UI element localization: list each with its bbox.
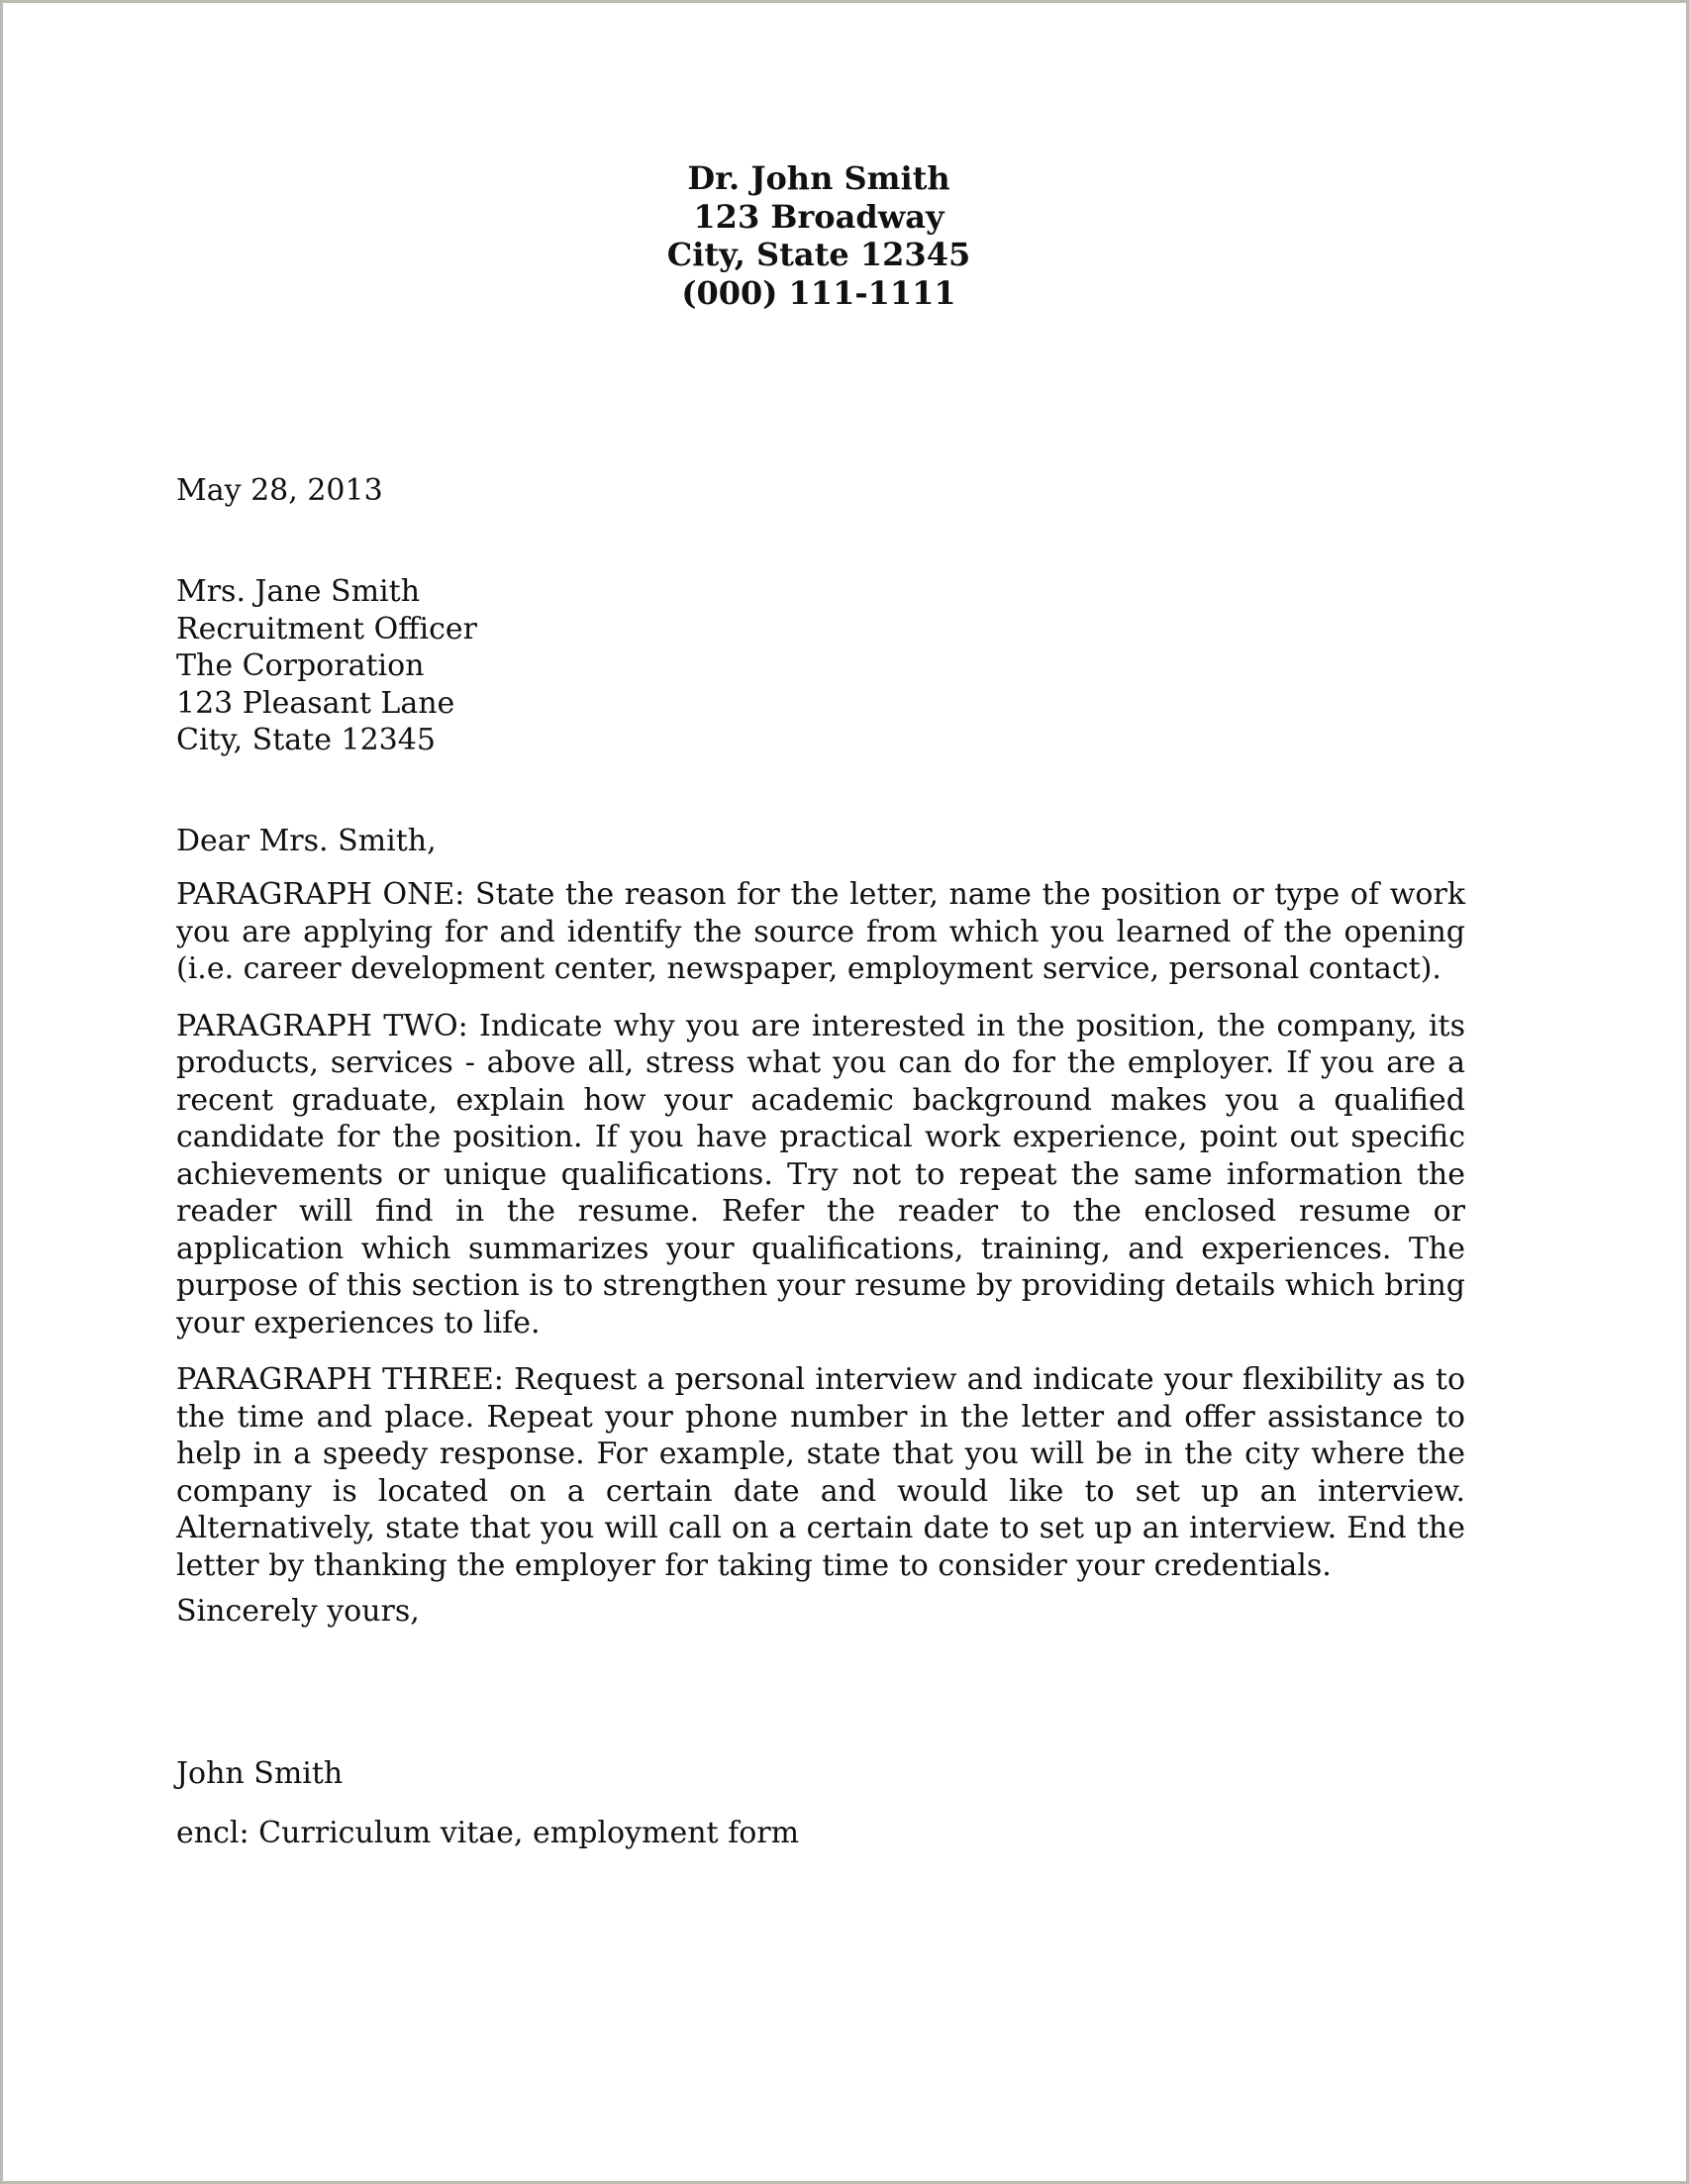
- paragraph-three: PARAGRAPH THREE: Request a personal interview and indicate your flexibility as to the time and place. Repeat your phone number in the letter and offer assistance to help in a speedy response. For example, state that you will be in the city where the company is located on a certain date and would like to set up an interview. Alternatively, state that you will call on a certain date to set up an interview. End the letter by thanking the employer for taking time to consider your credentials.: [176, 1362, 1465, 1583]
- recipient-address: [176, 573, 1465, 759]
- letter-date: May 28, 2013: [176, 473, 383, 508]
- signature-name: John Smith: [176, 1756, 344, 1791]
- paragraph-one: PARAGRAPH ONE: State the reason for the letter, name the position or type of work you are applying for and identify the source from which you learned of the opening (i.e. career development center, newspaper, employment service, personal contact).: [176, 877, 1465, 986]
- recipient-company: The Corporation: [176, 648, 425, 683]
- recipient-street: 123 Pleasant Lane: [176, 685, 455, 721]
- recipient-title: Recruitment Officer: [176, 611, 477, 646]
- sender-name: Dr. John Smith: [687, 159, 950, 197]
- recipient-city-state-zip: City, State 12345: [176, 723, 436, 757]
- sender-city-state-zip: City, State 12345: [666, 236, 971, 273]
- closing: Sincerely yours,: [176, 1594, 420, 1629]
- sender-street: 123 Broadway: [693, 197, 944, 236]
- sender-phone: (000) 111-1111: [681, 273, 956, 312]
- paragraph-two: PARAGRAPH TWO: Indicate why you are interested in the position, the company, its products, services - above all, stress what you can do for the employer. If you are a recent graduate, explain how your academic background makes you a qualified candidate for the position. If you have practical work experience, point out specific achievements or unique qualifications. Try not to repeat the same information the reader will find in the resume. Refer the reader to the enclosed resume or application which summarizes your qualifications, training, and experiences. The purpose of this section is to strengthen your resume by providing details which bring your experiences to life.: [176, 1008, 1465, 1340]
- recipient-name: Mrs. Jane Smith: [176, 574, 421, 609]
- letter-body: [176, 876, 1465, 1604]
- letterhead: [3, 159, 1635, 312]
- salutation: Dear Mrs. Smith,: [176, 824, 437, 858]
- enclosure-note: encl: Curriculum vitae, employment form: [176, 1816, 800, 1850]
